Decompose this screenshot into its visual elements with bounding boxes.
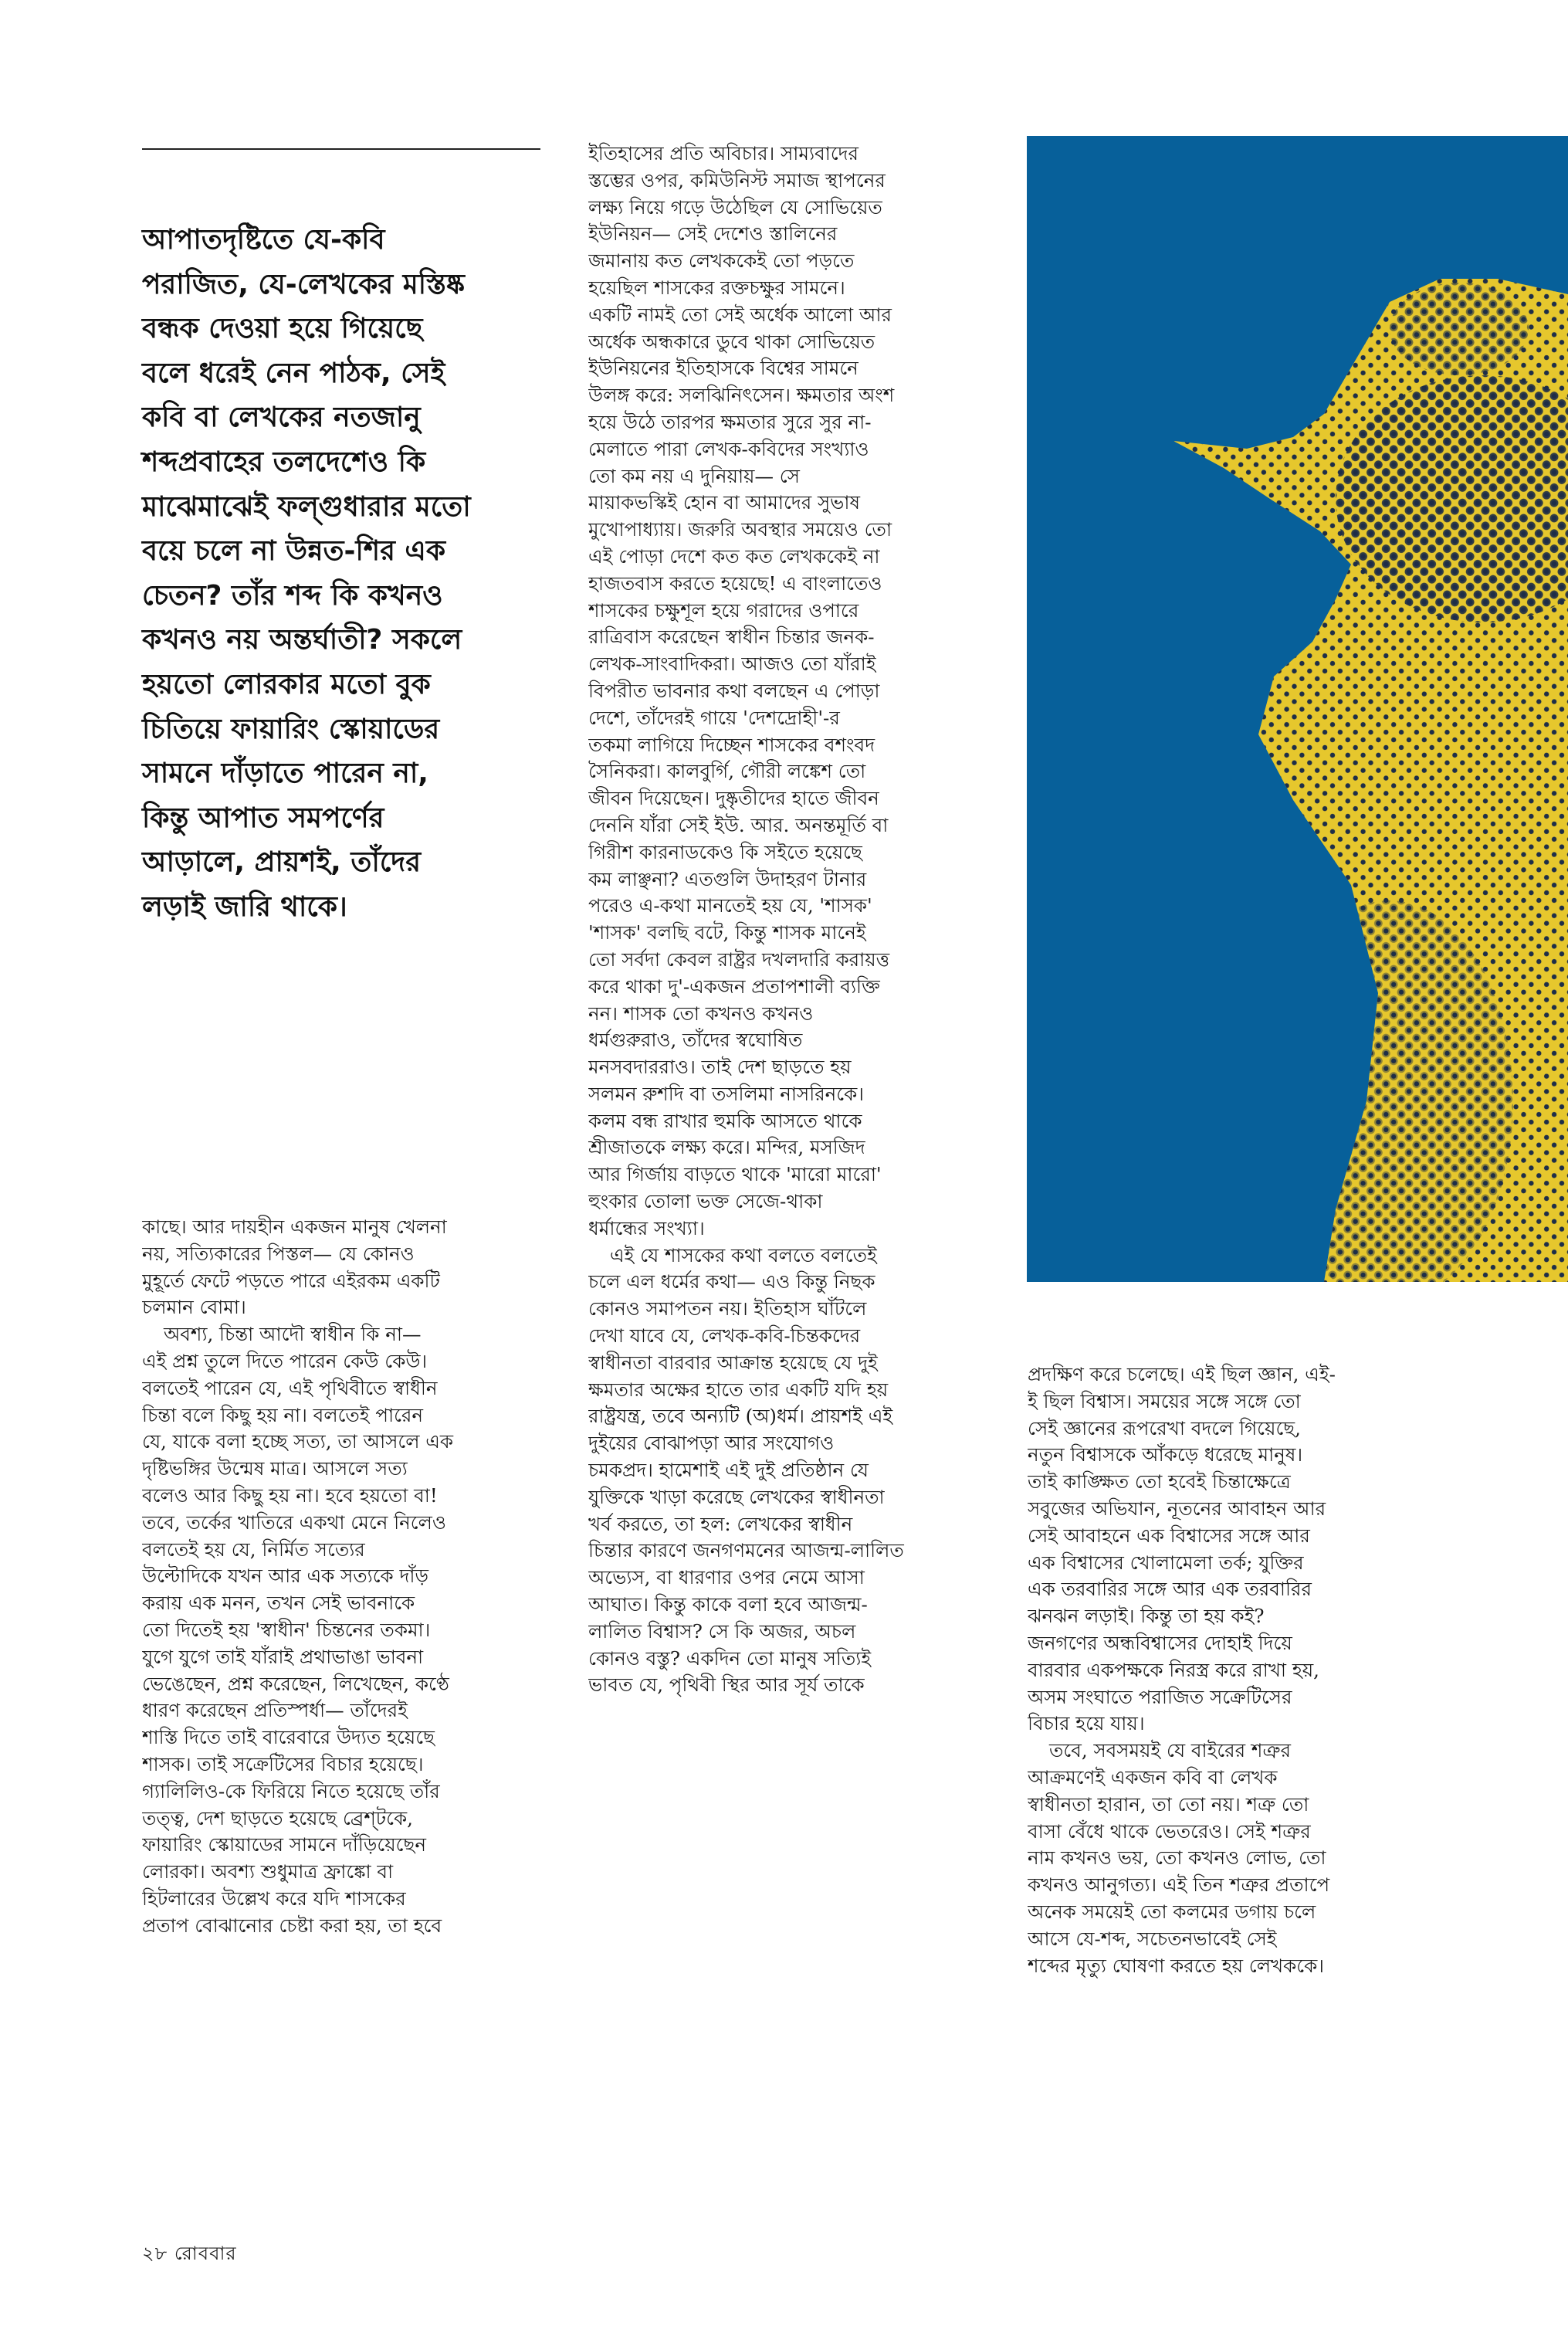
body-line: গ্যালিলিও-কে ফিরিয়ে নিতে হয়েছে তাঁর: [142, 1779, 440, 1802]
body-line: বারবার একপক্ষকে নিরস্ত্র করে রাখা হয়,: [1028, 1658, 1319, 1681]
article-column-2: [588, 141, 990, 1699]
body-line: তো সর্বদা কেবল রাষ্ট্রর দখলদারি করায়ত্ত: [588, 948, 890, 971]
body-line: পরেও এ-কথা মানতেই হয় যে, 'শাসক': [588, 894, 872, 917]
pullquote-line: আড়ালে, প্রায়শই, তাঁদের: [142, 846, 422, 879]
pullquote-line: আপাতদৃষ্টিতে যে-কবি: [142, 224, 385, 256]
body-line: যে, যাকে বলা হচ্ছে সত্য, তা আসলে এক: [142, 1430, 454, 1453]
body-line: দৃষ্টিভঙ্গির উন্মেষ মাত্র। আসলে সত্য: [142, 1457, 408, 1480]
body-line: মুহূর্তে ফেটে পড়তে পারে এইরকম একটি: [142, 1269, 440, 1292]
body-line: মনসবদাররাও। তাই দেশ ছাড়তে হয়: [588, 1056, 852, 1079]
body-line: লালিত বিশ্বাস? সে কি অজর, অচল: [588, 1619, 856, 1643]
body-line: স্তম্ভের ওপর, কমিউনিস্ট সমাজ স্থাপনের: [588, 168, 886, 192]
body-line: প্রদক্ষিণ করে চলেছে। এই ছিল জ্ঞান, এই-: [1028, 1363, 1336, 1385]
body-line: কলম বন্ধ রাখার হুমকি আসতে থাকে: [588, 1109, 862, 1132]
body-line: 'শাসক' বলছি বটে, কিন্তু শাসক মানেই: [588, 921, 866, 944]
pullquote-line: কখনও নয় অন্তর্ঘাতী? সকলে: [142, 624, 462, 656]
body-line: গিরীশ কারনাডকেও কি সইতে হয়েছে: [588, 840, 862, 863]
body-line: ধর্মগুরুরাও, তাঁদের স্বঘোষিত: [588, 1029, 803, 1052]
body-line: বলেও আর কিছু হয় না। হবে হয়তো বা!: [142, 1483, 438, 1507]
body-line: তকমা লাগিয়ে দিচ্ছেন শাসকের বশংবদ: [588, 733, 875, 756]
body-line: অর্ধেক অন্ধকারে ডুবে থাকা সোভিয়েত: [588, 330, 875, 353]
article-column-3: [1028, 1361, 1437, 1979]
body-line: কোনও সমাপতন নয়। ইতিহাস ঘাঁটলে: [588, 1297, 867, 1321]
pull-quote: [142, 218, 551, 930]
body-line: শাস্তি দিতে তাই বারেবারে উদ্যত হয়েছে: [142, 1726, 435, 1749]
body-line: জীবন দিয়েছেন। দুষ্কৃতীদের হাতে জীবন: [588, 787, 879, 810]
body-line: অনেক সময়েই তো কলমের ডগায় চলে: [1028, 1900, 1316, 1923]
body-line: মেলাতে পারা লেখক-কবিদের সংখ্যাও: [588, 437, 869, 460]
body-line: নতুন বিশ্বাসকে আঁকড়ে ধরেছে মানুষ।: [1028, 1443, 1303, 1466]
halftone-figure-illustration: [1027, 136, 1568, 1282]
body-line: করে থাকা দু'-একজন প্রতাপশালী ব্যক্তি: [588, 975, 880, 998]
body-line: ইতিহাসের প্রতি অবিচার। সাম্যবাদের: [588, 142, 859, 164]
pullquote-line: মাঝেমাঝেই ফল্গুধারার মতো: [142, 490, 471, 523]
pullquote-line: পরাজিত, যে-লেখকের মস্তিষ্ক: [142, 268, 465, 300]
body-line: বিপরীত ভাবনার কথা বলছেন এ পোড়া: [588, 679, 880, 702]
body-line: রাত্রিবাস করেছেন স্বাধীন চিন্তার জনক-: [588, 626, 875, 649]
body-line: তবে, সবসময়ই যে বাইরের শত্রুর: [1049, 1739, 1292, 1762]
body-line: স্বাধীনতা বারবার আক্রান্ত হয়েছে যে দুই: [588, 1351, 878, 1374]
body-line: তো কম নয় এ দুনিয়ায়— সে: [588, 464, 800, 487]
body-line: হুংকার তোলা ভক্ত সেজে-থাকা: [588, 1190, 823, 1213]
pullquote-line: শব্দপ্রবাহের তলদেশেও কি: [142, 446, 426, 478]
body-line: ভাবত যে, পৃথিবী স্থির আর সূর্য তাকে: [588, 1673, 865, 1697]
body-line: কোনও বস্তু? একদিন তো মানুষ সত্যিই: [588, 1646, 872, 1670]
body-line: সেই জ্ঞানের রূপরেখা বদলে গিয়েছে,: [1028, 1416, 1301, 1439]
body-line: শাসক। তাই সক্রেটিসের বিচার হয়েছে।: [142, 1752, 424, 1775]
body-line: কখনও আনুগত্য। এই তিন শত্রুর প্রতাপে: [1028, 1873, 1330, 1897]
body-line: এই প্রশ্ন তুলে দিতে পারেন কেউ কেউ।: [142, 1349, 428, 1372]
body-line: তো দিতেই হয় 'স্বাধীন' চিন্তনের তকমা।: [142, 1618, 431, 1641]
body-line: উলঙ্গ করে: সলঝিনিৎসেন। ক্ষমতার অংশ: [588, 384, 895, 407]
body-line: ফায়ারিং স্কোয়াডের সামনে দাঁড়িয়েছেন: [142, 1833, 426, 1856]
page-number: ২৮: [142, 2243, 168, 2264]
body-line: আসে যে-শব্দ, সচেতনভাবেই সেই: [1028, 1927, 1277, 1950]
body-line: ই ছিল বিশ্বাস। সময়ের সঙ্গে সঙ্গে তো: [1028, 1389, 1301, 1412]
body-line: ধারণ করেছেন প্রতিস্পর্ধা— তাঁদেরই: [142, 1699, 408, 1722]
body-line: জনগণের অন্ধবিশ্বাসের দোহাই দিয়ে: [1028, 1631, 1292, 1654]
body-line: তত্ত্ব, দেশ ছাড়তে হয়েছে ব্রেশ্‌টকে,: [142, 1806, 413, 1829]
body-line: চমকপ্রদ। হামেশাই এই দুই প্রতিষ্ঠান যে: [588, 1459, 869, 1482]
body-line: দেননি যাঁরা সেই ইউ. আর. অনন্তমূর্তি বা: [588, 813, 889, 836]
body-line: যুক্তিকে খাড়া করেছে লেখকের স্বাধীনতা: [588, 1485, 885, 1508]
pullquote-line: বলে ধরেই নেন পাঠক, সেই: [142, 357, 445, 389]
body-line: ইউনিয়ন— সেই দেশেও স্তালিনের: [588, 222, 838, 246]
body-line: রাষ্ট্রযন্ত্র, তবে অন্যটি (অ)ধর্ম। প্রায়শই এই: [588, 1405, 893, 1428]
page-folio: [142, 2240, 237, 2270]
body-line: দেখা যাবে যে, লেখক-কবি-চিন্তকদের: [588, 1324, 861, 1348]
body-line: স্বাধীনতা হারান, তা তো নয়। শত্রু তো: [1028, 1792, 1309, 1816]
body-line: ইউনিয়নের ইতিহাসকে বিশ্বের সামনে: [588, 357, 859, 380]
body-line: ঝনঝন লড়াই। কিন্তু তা হয় কই?: [1028, 1605, 1265, 1628]
body-line: সবুজের অভিযান, নূতনের আবাহন আর: [1028, 1497, 1326, 1520]
pullquote-rule: [142, 148, 540, 150]
body-line: চলে এল ধর্মের কথা— এও কিন্তু নিছক: [588, 1270, 875, 1294]
body-line: শাসকের চক্ষুশূল হয়ে গরাদের ওপারে: [588, 598, 859, 622]
body-line: যুগে যুগে তাই যাঁরাই প্রথাভাঙা ভাবনা: [142, 1645, 424, 1668]
pullquote-line: বন্ধক দেওয়া হয়ে গিয়েছে: [142, 313, 423, 345]
body-line: উল্টোদিকে যখন আর এক সত্যকে দাঁড়: [142, 1565, 428, 1588]
pullquote-line: চেতন? তাঁর শব্দ কি কখনও: [142, 579, 443, 612]
body-line: লোরকা। অবশ্য শুধুমাত্র ফ্রাঙ্কো বা: [142, 1860, 394, 1884]
body-line: একটি নামই তো সেই অর্ধেক আলো আর: [588, 303, 892, 326]
pullquote-line: চিতিয়ে ফায়ারিং স্কোয়াডের: [142, 713, 440, 745]
body-line: নন। শাসক তো কখনও কখনও: [588, 1002, 814, 1025]
body-line: এই যে শাসকের কথা বলতে বলতেই: [610, 1243, 877, 1266]
body-line: ধর্মান্ধের সংখ্যা।: [588, 1216, 705, 1239]
body-line: লেখক-সাংবাদিকরা। আজও তো যাঁরাই: [588, 653, 876, 676]
body-line: অভ্যেস, বা ধারণার ওপর নেমে আসা: [588, 1566, 865, 1589]
body-line: শব্দের মৃত্যু ঘোষণা করতে হয় লেখককে।: [1028, 1954, 1324, 1977]
body-line: কম লাঞ্ছনা? এতগুলি উদাহরণ টানার: [588, 867, 867, 890]
body-line: মুখোপাধ্যায়। জরুরি অবস্থার সময়েও তো: [588, 518, 892, 541]
body-line: এই পোড়া দেশে কত কত লেখককেই না: [588, 544, 880, 568]
magazine-name: রোববার: [174, 2243, 237, 2264]
body-line: কাছে। আর দায়হীন একজন মানুষ খেলনা: [142, 1216, 447, 1238]
body-line: দুইয়ের বোঝাপড়া আর সংযোগও: [588, 1432, 835, 1455]
body-line: ক্ষমতার অক্ষের হাতে তার একটি যদি হয়: [588, 1378, 889, 1401]
pullquote-line: কবি বা লেখকের নতজানু: [142, 402, 421, 434]
article-column-1: [142, 1214, 551, 1940]
body-line: হাজতবাস করতে হয়েছে! এ বাংলাতেও: [588, 571, 882, 595]
body-line: শ্রীজাতকে লক্ষ্য করে। মন্দির, মসজিদ: [588, 1136, 865, 1159]
body-line: বাসা বেঁধে থাকে ভেতরেও। সেই শত্রুর: [1028, 1819, 1311, 1843]
body-line: খর্ব করতে, তা হল: লেখকের স্বাধীন: [588, 1512, 853, 1535]
body-line: চিন্তার কারণে জনগণমনের আজন্ম-লালিত: [588, 1539, 904, 1562]
body-line: বিচার হয়ে যায়।: [1028, 1712, 1145, 1735]
body-line: এক তরবারির সঙ্গে আর এক তরবারির: [1028, 1578, 1312, 1601]
body-line: আক্রমণেই একজন কবি বা লেখক: [1028, 1765, 1278, 1789]
body-line: প্রতাপ বোঝানোর চেষ্টা করা হয়, তা হবে: [142, 1914, 442, 1937]
body-line: আঘাত। কিন্তু কাকে বলা হবে আজন্ম-: [588, 1593, 868, 1616]
pullquote-line: হয়তো লোরকার মতো বুক: [142, 668, 431, 700]
body-line: বলতেই পারেন যে, এই পৃথিবীতে স্বাধীন: [142, 1376, 438, 1399]
body-line: তবে, তর্কের খাতিরে একথা মেনে নিলেও: [142, 1511, 446, 1534]
body-line: বলতেই হয় যে, নির্মিত সত্যের: [142, 1538, 365, 1561]
body-line: মায়াকভস্কিই হোন বা আমাদের সুভাষ: [588, 491, 861, 514]
body-line: আর গির্জায় বাড়তে থাকে 'মারো মারো': [588, 1163, 882, 1186]
pullquote-line: কিন্তু আপাত সমপর্ণের: [142, 802, 384, 834]
body-line: নয়, সত্যিকারের পিস্তল— যে কোনও: [142, 1242, 415, 1265]
pullquote-line: সামনে দাঁড়াতে পারেন না,: [142, 758, 428, 790]
body-line: অবশ্য, চিন্তা আদৌ স্বাধীন কি না—: [164, 1323, 422, 1346]
body-line: সৈনিকরা। কালবুর্গি, গৌরী লঙ্কেশ তো: [588, 760, 866, 783]
body-line: অসম সংঘাতে পরাজিত সক্রেটিসের: [1028, 1685, 1292, 1708]
body-line: চিন্তা বলে কিছু হয় না। বলতেই পারেন: [142, 1403, 424, 1426]
body-line: লক্ষ্য নিয়ে গড়ে উঠেছিল যে সোভিয়েত: [588, 195, 882, 219]
pullquote-line: লড়াই জারি থাকে।: [142, 890, 347, 923]
body-line: নাম কখনও ভয়, তো কখনও লোভ, তো: [1028, 1846, 1326, 1870]
body-line: করায় এক মনন, তখন সেই ভাবনাকে: [142, 1592, 415, 1615]
body-line: চলমান বোমা।: [142, 1296, 246, 1319]
body-line: হয়ে উঠে তারপর ক্ষমতার সুরে সুর না-: [588, 410, 872, 433]
pullquote-line: বয়ে চলে না উন্নত-শির এক: [142, 535, 446, 568]
body-line: তাই কাঙ্ক্ষিত তো হবেই চিন্তাক্ষেত্রে: [1028, 1470, 1291, 1494]
body-line: সলমন রুশদি বা তসলিমা নাসরিনকে।: [588, 1082, 865, 1105]
body-line: জমানায় কত লেখককেই তো পড়তে: [588, 249, 855, 273]
body-line: হয়েছিল শাসকের রক্তচক্ষুর সামনে।: [588, 276, 845, 299]
body-line: সেই আবাহনে এক বিশ্বাসের সঙ্গে আর: [1028, 1524, 1310, 1547]
body-line: ভেঙেছেন, প্রশ্ন করেছেন, লিখেছেন, কণ্ঠে: [142, 1672, 449, 1695]
body-line: দেশে, তাঁদেরই গায়ে 'দেশদ্রোহী'-র: [588, 706, 840, 729]
body-line: হিটলারের উল্লেখ করে যদি শাসকের: [142, 1887, 406, 1910]
body-line: এক বিশ্বাসের খোলামেলা তর্ক; যুক্তির: [1028, 1551, 1304, 1574]
